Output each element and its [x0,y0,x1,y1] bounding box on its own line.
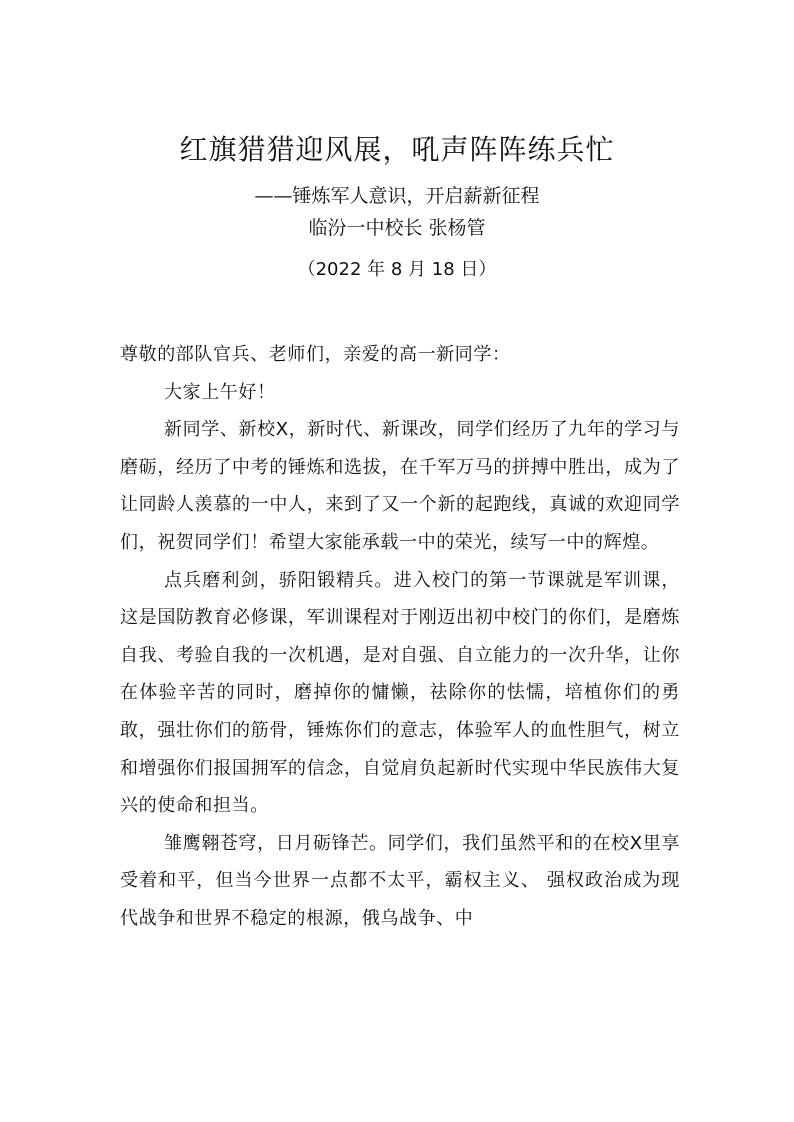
document-title: 红旗猎猎迎风展，吼声阵阵练兵忙 [179,133,615,166]
paragraph-greeting: 大家上午好！ [164,381,276,403]
document-subtitle: ——锤炼军人意识，开启薪新征程 [254,185,540,207]
document-author: 临汾一中校长 张杨管 [308,217,486,239]
paragraph-world-situation: 雏鹰翱苍穹，日月砺锋芒。同学们，我们虽然平和的在校X里享受着和平，但当今世界一点都不太平，霸权主义、 强权政治成为现代战争和世界不稳定的根源，俄乌战争、中 [120,832,680,929]
document-body [120,336,680,938]
paragraph-military-training: 点兵磨利剑，骄阳锻精兵。进入校门的第一节课就是军训课，这是国防教育必修课，军训课程对于刚迈出初中校门的你们，是磨炼自我、考验自我的一次机遇，是对自强、自立能力的一次升华，让你在体验辛苦的同时，磨掉你的慵懒，祛除你的怯懦，培植你们的勇敢，强壮你们的筋骨，锤炼你们的意志，体验军人的血性胆气，树立和增强你们报国拥军的信念，自觉肩负起新时代实现中华民族伟大复兴的使命和担当。 [120,569,680,817]
paragraph-welcome: 新同学、新校X，新时代、新课改，同学们经历了九年的学习与磨砺，经历了中考的锤炼和选拔，在千军万马的拼搏中胜出，成为了让同龄人羡慕的一中人，来到了又一个新的起跑线，真诚的欢迎同学们，祝贺同学们！希望大家能承载一中的荣光，续写一中的辉煌。 [120,419,680,553]
salutation: 尊敬的部队官兵、老师们，亲爱的高一新同学： [120,344,511,365]
document-date: （2022 年 8 月 18 日） [297,259,497,280]
